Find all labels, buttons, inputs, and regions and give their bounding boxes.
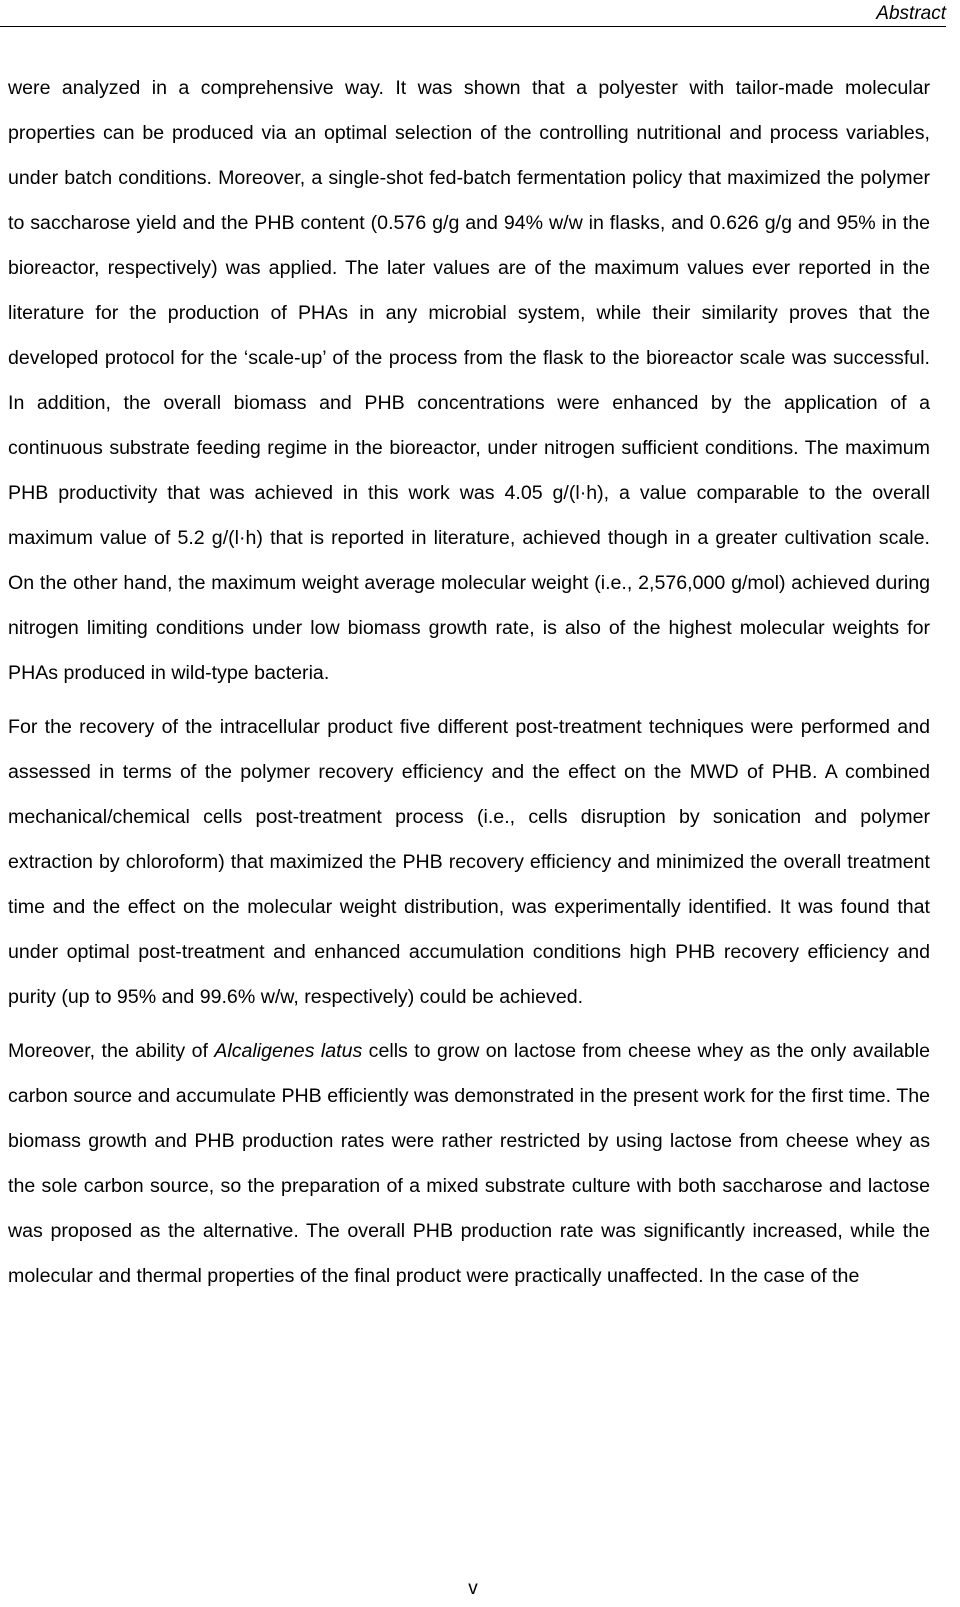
page-number: v [468,1578,478,1599]
species-name: Alcaligenes latus [214,1040,363,1062]
section-title: Abstract [876,3,946,24]
paragraph-3-lead: Moreover, the ability of [8,1040,215,1062]
paragraph-3-rest: cells to grow on lactose from cheese whey as the only available carbon source and accumulate PHB efficiently was demonstrated in the present work for the first time. The biomass growth and PHB production rates were rather restricted by using lactose from cheese whey as the sole carbon source, so the preparation of a mixed substrate culture with both saccharose and lactose was proposed as the alternative. The overall PHB production rate was significantly increased, while the molecular and thermal properties of the final product were practically unaffected. In the case of the [8,1040,930,1287]
running-header [0,0,946,27]
abstract-body [8,66,930,1308]
paragraph-1: were analyzed in a comprehensive way. It was shown that a polyester with tailor-made molecular properties can be produced via an optimal selection of the controlling nutritional and process variables, under batch conditions. Moreover, a single-shot fed-batch fermentation policy that maximized the polymer to saccharose yield and the PHB content (0.576 g/g and 94% w/w in flasks, and 0.626 g/g and 95% in the bioreactor, respectively) was applied. The later values are of the maximum values ever reported in the literature for the production of PHAs in any microbial system, while their similarity proves that the developed protocol for the ‘scale-up’ of the process from the flask to the bioreactor scale was successful. In addition, the overall biomass and PHB concentrations were enhanced by the application of a continuous substrate feeding regime in the bioreactor, under nitrogen sufficient conditions. The maximum PHB productivity that was achieved in this work was 4.05 g/(l·h), a value comparable to the overall maximum value of 5.2 g/(l·h) that is reported in literature, achieved though in a greater cultivation scale. On the other hand, the maximum weight average molecular weight (i.e., 2,576,000 g/mol) achieved during nitrogen limiting conditions under low biomass growth rate, is also of the highest molecular weights for PHAs produced in wild-type bacteria. [8,77,930,684]
paragraph-2: For the recovery of the intracellular product five different post-treatment techniques were performed and assessed in terms of the polymer recovery efficiency and the effect on the MWD of PHB. A combined mechanical/chemical cells post-treatment process (i.e., cells disruption by sonication and polymer extraction by chloroform) that maximized the PHB recovery efficiency and minimized the overall treatment time and the effect on the molecular weight distribution, was experimentally identified. It was found that under optimal post-treatment and enhanced accumulation conditions high PHB recovery efficiency and purity (up to 95% and 99.6% w/w, respectively) could be achieved. [8,716,930,1008]
paragraph-3 [8,1029,930,1299]
